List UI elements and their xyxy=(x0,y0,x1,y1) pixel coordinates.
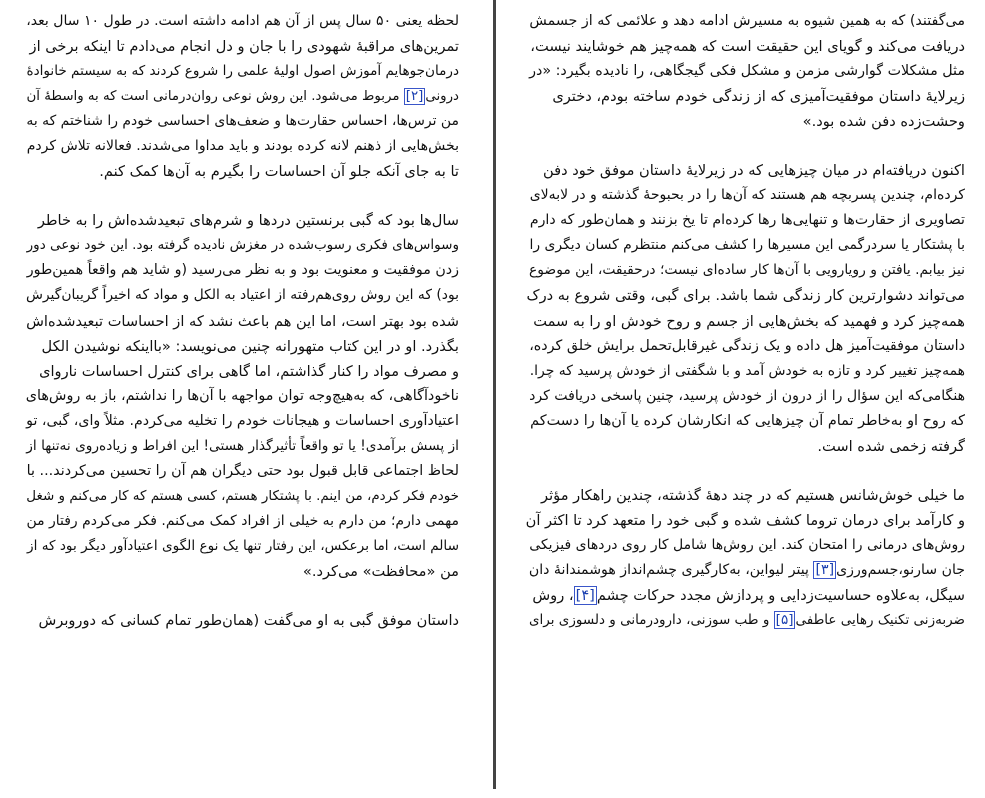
text-segment: جان سارنو،جسم‌ورزی xyxy=(836,561,965,578)
right-page xyxy=(525,0,965,798)
text-line: و کارآمد برای درمان تروما کشف شده و گبی خود را متعهد کرد تا اکثر آن xyxy=(525,511,965,529)
text-line: روش‌های درمانی را امتحان کند. این روش‌ها شامل کار روی دردهای فیزیکی xyxy=(529,536,965,553)
text-segment: پیتر لیواین، به‌کارگیری چشم‌انداز هوشمندانهٔ دان xyxy=(528,561,814,578)
text-segment: ، روش xyxy=(532,586,574,604)
text-line: اکنون دریافته‌ام در میان چیزهایی که در زیرلایهٔ داستان موفق خود دفن xyxy=(542,162,965,180)
text-line xyxy=(525,558,965,583)
text-line: و مصرف مواد را کنار گذاشتم، اما گاهی برای کنترل احساسات ناروای xyxy=(39,362,459,380)
text-line: داستان موفقیت‌آمیز هل داده و یک زندگی غیرقابل‌تحمل برایش خلق کرده، xyxy=(529,337,965,354)
text-line: لحاظ اجتماعی قابل قبول بود حتی دیگران هم آن را تحسین می‌کردند... با xyxy=(26,462,459,479)
text-line: سالم است، اما برعکس، این رفتار تنها یک نوع الگوی اعتیادآور دیگر بود که از xyxy=(27,537,459,554)
text-line: وحشت‌زده دفن شده بود.» xyxy=(802,113,965,131)
text-line: از پسش برآمدی! یا تو واقعاً تأثیرگذار هستی! این افراط و زیاده‌روی نه‌تنها از xyxy=(26,437,459,454)
text-line: که روح او به‌خاطر تمام آن چیزهایی که انکارشان کرده یا آن‌ها را دست‌کم xyxy=(530,412,965,429)
text-line: لحظه یعنی ۵۰ سال پس از آن هم ادامه داشته است. در طول ۱۰ سال بعد، xyxy=(26,13,459,29)
text-line: تصاویری از حقارت‌ها و تنهایی‌ها رها کرده‌ام تا یخ بزنند و همان‌طور که دارم xyxy=(529,212,965,229)
text-segment: ضربه‌زنی تکنیک رهایی عاطفی xyxy=(795,612,965,629)
text-line: تا به جای آنکه جلو آن احساسات را بگیرم به آن‌ها کمک کنم. xyxy=(99,163,459,181)
text-line: می‌تواند دشوارترین کار زندگی شما باشد. برای گبی، وقتی شروع به درک xyxy=(526,287,965,305)
paragraph xyxy=(525,483,965,633)
text-line: سال‌ها بود که گبی برنستین دردها و شرم‌های تبعیدشده‌اش را به خاطر xyxy=(37,212,459,230)
text-line: شده بود بهتر است، اما این هم باعث نشد که از احساسات تبعیدشده‌اش xyxy=(26,312,459,330)
text-line: نیز بیابم. یافتن و رویارویی با آن‌ها کار ساده‌ای نیست؛ درحقیقت، این موضوع xyxy=(529,262,965,279)
paragraph xyxy=(525,158,965,459)
text-line: تمرین‌های مراقبهٔ شهودی را با جان و دل انجام می‌دادم تا اینکه برخی از xyxy=(29,38,459,56)
text-line: ما خیلی خوش‌شانس هستیم که در چند دههٔ گذشته، چندین راهکار مؤثر xyxy=(541,486,965,504)
text-line xyxy=(22,84,459,109)
paragraph xyxy=(22,9,459,184)
footnote-link[interactable]: [۲] xyxy=(405,89,424,105)
text-line xyxy=(525,583,965,608)
text-line: بود) که این روش روی‌هم‌رفته از اعتیاد به الکل و مواد که اخیراً گریبان‌گیرش xyxy=(25,287,459,304)
text-line: همه‌چیز کرد و فهمید که بخش‌هایی از جسم و روح خودش او را به سمت xyxy=(533,312,965,330)
text-line: داستان موفق گبی به او می‌گفت (همان‌طور تمام کسانی که دوروبرش xyxy=(38,612,459,630)
footnote-link[interactable]: [۴] xyxy=(575,586,595,604)
text-segment: درونی xyxy=(425,89,459,105)
text-line: همه‌چیز تغییر کرد و تازه به خودش آمد و با شگفتی از خودش پرسید که چرا. xyxy=(529,362,965,379)
text-line: من «محافظت» می‌کرد.» xyxy=(302,562,459,580)
left-page xyxy=(22,0,459,798)
text-segment: سیگل، به‌علاوه حساسیت‌زدایی و پردازش مجدد حرکات چشم xyxy=(596,586,965,604)
text-line: وسواس‌های فکری رسوب‌شده در مغزش نادیده گرفته بود. این خود نوعی دور xyxy=(26,237,459,254)
paragraph xyxy=(525,9,965,134)
text-line: بخش‌هایی از ذهنم لانه کرده بودند و باید مداوا می‌شدند. فعالانه تلاش کردم xyxy=(26,138,459,155)
text-line: با پشتکار یا سردرگمی این مسیرها را کشف می‌کنم منتظرم کسان دیگری را xyxy=(529,237,965,254)
text-segment: و طب سوزنی، دارودرمانی و دلسوزی برای xyxy=(528,612,774,629)
text-line: دریافت می‌کند و گویای این حقیقت است که همه‌چیز هم خوشایند نیست، xyxy=(530,38,965,56)
text-line: درمان‌جوهایم آموزش اصول اولیهٔ علمی را شروع کردند که به سیستم خانوادهٔ xyxy=(26,63,459,80)
text-line: بگذرد. او در این کتاب متهورانه چنین می‌نویسد: «بااینکه نوشیدن الکل xyxy=(41,337,459,355)
text-line: مهمی دارم؛ من دارم به خیلی از افراد کمک می‌کنم. فکر می‌کردم رفتار من xyxy=(26,512,459,529)
text-line: اعتیادآوری احساسات و هیجانات خودم را تخلیه می‌کردم. مثلاً وای، گبی، تو xyxy=(26,412,459,429)
text-line xyxy=(525,608,965,633)
text-line: خودم فکر کردم، من اینم. با پشتکار هستم، کسی هستم که کار می‌کنم و شغل xyxy=(26,487,459,504)
text-line: گرفته زخمی شده است. xyxy=(817,437,965,455)
text-line: می‌گفتند) که به همین شیوه به مسیرش ادامه دهد و علائمی که از جسمش xyxy=(529,13,965,29)
text-line: هنگامی‌که این سؤال را از درون از خودش پرسید، چنین پاسخی دریافت کرد xyxy=(529,387,965,404)
text-line: من ترس‌ها، احساس حقارت‌ها و ضعف‌های احساسی خودم را شناختم که به xyxy=(26,113,459,130)
footnote-link[interactable]: [۳] xyxy=(815,561,835,578)
text-line: زیرلایهٔ داستان موفقیت‌آمیزی که از زندگی خودم ساخته بودم، دختری xyxy=(552,88,965,106)
paragraph xyxy=(22,208,459,584)
paragraph xyxy=(22,608,459,633)
text-segment: مربوط می‌شود. این روش نوعی روان‌درمانی است که به واسطهٔ آن xyxy=(26,89,404,105)
footnote-link[interactable]: [۵] xyxy=(775,612,794,629)
text-line: ناخودآگاهی، که به‌هیچ‌وجه توان مواجهه با آن‌ها را نداشتم، باز به روش‌های xyxy=(25,387,459,404)
text-line: زدن موفقیت و معنویت بود و به نظر می‌رسید (و شاید هم واقعاً همین‌طور xyxy=(26,262,459,279)
book-spine-divider xyxy=(493,0,496,789)
text-line: مثل مشکلات گوارشی مزمن و مشکل فکی گیجگاهی، را نادیده بگیرد: «در xyxy=(529,63,965,80)
text-line: کرده‌ام، چندین پسربچه هم هستند که آن‌ها را در بحبوحهٔ گذشته و در لابه‌لای xyxy=(529,187,965,204)
